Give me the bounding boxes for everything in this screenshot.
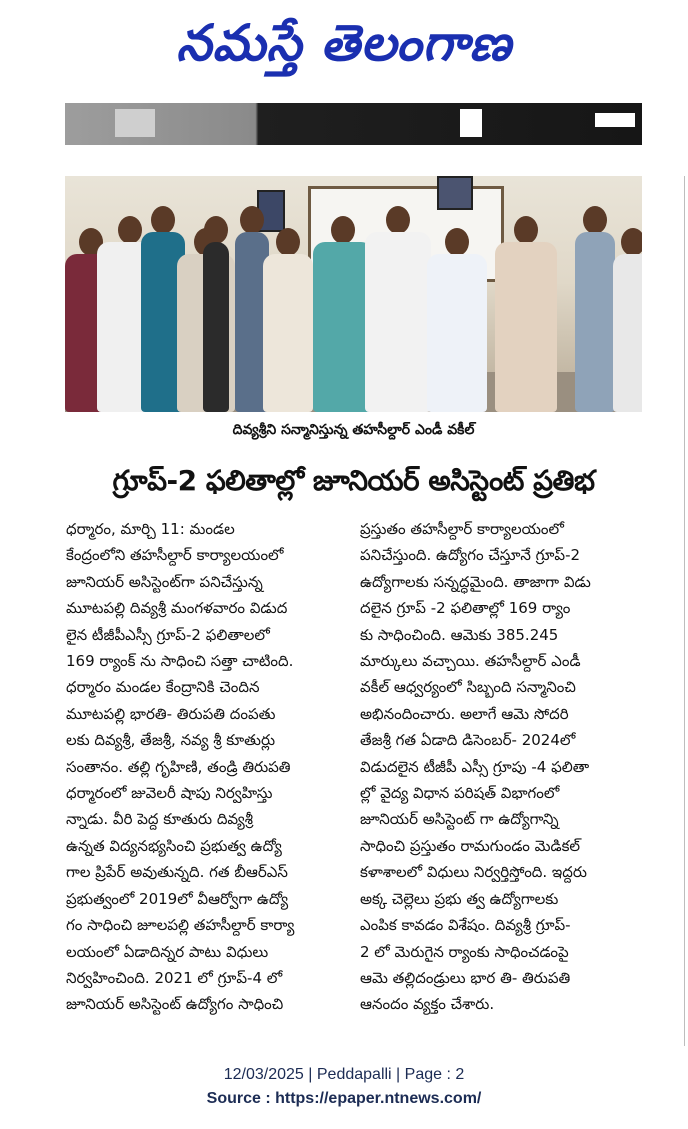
article-line: జూనియర్ అసిస్టెంట్ ఉద్యోగం సాధించి (66, 995, 284, 1014)
person-body (263, 254, 313, 412)
person-head (276, 228, 300, 256)
person-head (151, 206, 175, 234)
article-line: మూటపల్లి దివ్యశ్రీ మంగళవారం విడుద (66, 599, 288, 618)
article-line: ధర్మారం, మార్చి 11: మండల (66, 520, 235, 538)
person-body (313, 242, 373, 412)
article-line: దలైన గ్రూప్ -2 ఫలితాల్లో 169 ర్యాం (360, 599, 571, 618)
article-line: ఆమె తల్లిదండ్రులు భార తి- తిరుపతి (360, 968, 571, 987)
article-line: ఉద్యోగాలకు సన్నద్ధమైంది. తాజాగా విడు (360, 572, 591, 591)
person-body (365, 232, 431, 412)
article-line: అక్క చెల్లెలు ప్రభు త్వ ఉద్యోగాలకు (360, 889, 559, 908)
person-head (583, 206, 607, 234)
photo-caption: దివ్యశ్రీని సన్మానిస్తున్న తహసీల్దార్ ఎండీ వకీల్ (232, 422, 475, 438)
article-line: పనిచేస్తుంది. ఉద్యోగం చేస్తూనే గ్రూప్-2 (360, 546, 581, 565)
article-line: ప్రస్తుతం తహసీల్దార్ కార్యాలయంలో (360, 520, 564, 538)
article-column-left (66, 516, 338, 1046)
person-body (575, 232, 615, 412)
banner-strip (65, 103, 642, 145)
article-line: ధర్మారంలో జువెలరీ షాపు నిర్వహిస్తు (66, 784, 273, 803)
person-body (427, 254, 487, 412)
article-line: మార్కులు వచ్చాయి. తహసీల్దార్ ఎండీ (360, 652, 581, 671)
person-body (495, 242, 557, 412)
person-head (331, 216, 355, 244)
article-line: కళాశాలలో విధులు నిర్వర్తిస్తోంది. ఇద్దరు (360, 863, 587, 882)
column-rule (684, 176, 685, 1046)
article-line: గం సాధించి జూలపల్లి తహసీల్దార్ కార్యా (66, 916, 295, 935)
article-line: ఆనందం వ్యక్తం చేశారు. (360, 995, 495, 1014)
article-line: అభినందించారు. అలాగే ఆమె సోదరి (360, 704, 569, 723)
article-line: వకీల్ ఆధ్వర్యంలో సిబ్బంది సన్మానించి (360, 678, 576, 697)
article-line: లైన టీజీపీఎస్సీ గ్రూప్-2 ఫలితాలలో (66, 625, 270, 644)
article-line: 2 లో మెరుగైన ర్యాంకు సాధించడంపై (360, 942, 569, 961)
person-body (613, 254, 642, 412)
article-line: కు సాధించింది. ఆమెకు 385.245 (360, 625, 559, 644)
article-line: ఉన్నత విద్యనభ్యసించి ప్రభుత్వ ఉద్యో (66, 836, 282, 855)
person-head (386, 206, 410, 234)
banner-glyph (115, 109, 155, 137)
article-line: నిర్వహించింది. 2021 లో గ్రూప్-4 లో (66, 968, 283, 987)
article-line: ఎంపిక కావడం విశేషం. దివ్యశ్రీ గ్రూప్- (360, 916, 571, 935)
article-line: ల్లో వైద్య విధాన పరిషత్ విభాగంలో (360, 784, 560, 803)
article-line: జూనియర్ అసిస్టెంట్ గా ఉద్యోగాన్ని (360, 810, 559, 829)
footer-date-line: 12/03/2025 | Peddapalli | Page : 2 (223, 1066, 465, 1083)
article-line: మూటపల్లి భారతి- తిరుపతి దంపతు (66, 704, 276, 723)
person-head (514, 216, 538, 244)
article-line: జూనియర్ అసిస్టెంట్‌గా పనిచేస్తున్న (66, 572, 263, 591)
article-line: సంతానం. తల్లి గృహిణి, తండ్రి తిరుపతి (66, 757, 291, 776)
article-line: న్నాడు. వీరి పెద్ద కూతురు దివ్యశ్రీ (66, 810, 254, 829)
person-body (203, 242, 229, 412)
article-line: ధర్మారం మండల కేంద్రానికి చెందిన (66, 678, 260, 697)
person-head (240, 206, 264, 234)
masthead-title: నమస్తే తెలంగాణ (176, 13, 512, 72)
article-headline: గ్రూప్-2 ఫలితాల్లో జూనియర్ అసిస్టెంట్ ప్రతిభ (112, 464, 595, 497)
article-column-right (360, 516, 632, 1046)
banner-glyph (460, 109, 482, 137)
article-line: 169 ర్యాంక్ ను సాధించి సత్తా చాటింది. (66, 652, 294, 671)
person-head (118, 216, 142, 244)
article-line: లయంలో ఏడాదిన్నర పాటు విధులు (66, 942, 269, 961)
article-line: లకు దివ్యశ్రీ, తేజశ్రీ, నవ్య శ్రీ కూతుర్లు (66, 731, 276, 750)
person-head (621, 228, 642, 256)
article-line: తేజశ్రీ గత ఏడాది డిసెంబర్- 2024లో (360, 731, 576, 750)
person-head (204, 216, 228, 244)
article-line: కేంద్రంలోని తహసీల్దార్ కార్యాలయంలో (66, 546, 284, 565)
article-line: ప్రభుత్వంలో 2019లో వీఆర్వోగా ఉద్యో (66, 889, 289, 908)
news-photo (65, 176, 642, 412)
person-head (445, 228, 469, 256)
banner-glyph (595, 113, 635, 127)
portrait-frame (437, 176, 473, 210)
footer-source-line: Source : https://epaper.ntnews.com/ (206, 1090, 482, 1107)
article-line: గాల ప్రిపేర్ అవుతున్నది. గత బీఆర్ఎస్ (66, 863, 288, 882)
article-line: సాధించి ప్రస్తుతం రామగుండం మెడికల్ (360, 836, 581, 855)
article-line: విడుదలైన టీజీపీ ఎస్సీ గ్రూపు -4 ఫలితా (360, 757, 590, 776)
